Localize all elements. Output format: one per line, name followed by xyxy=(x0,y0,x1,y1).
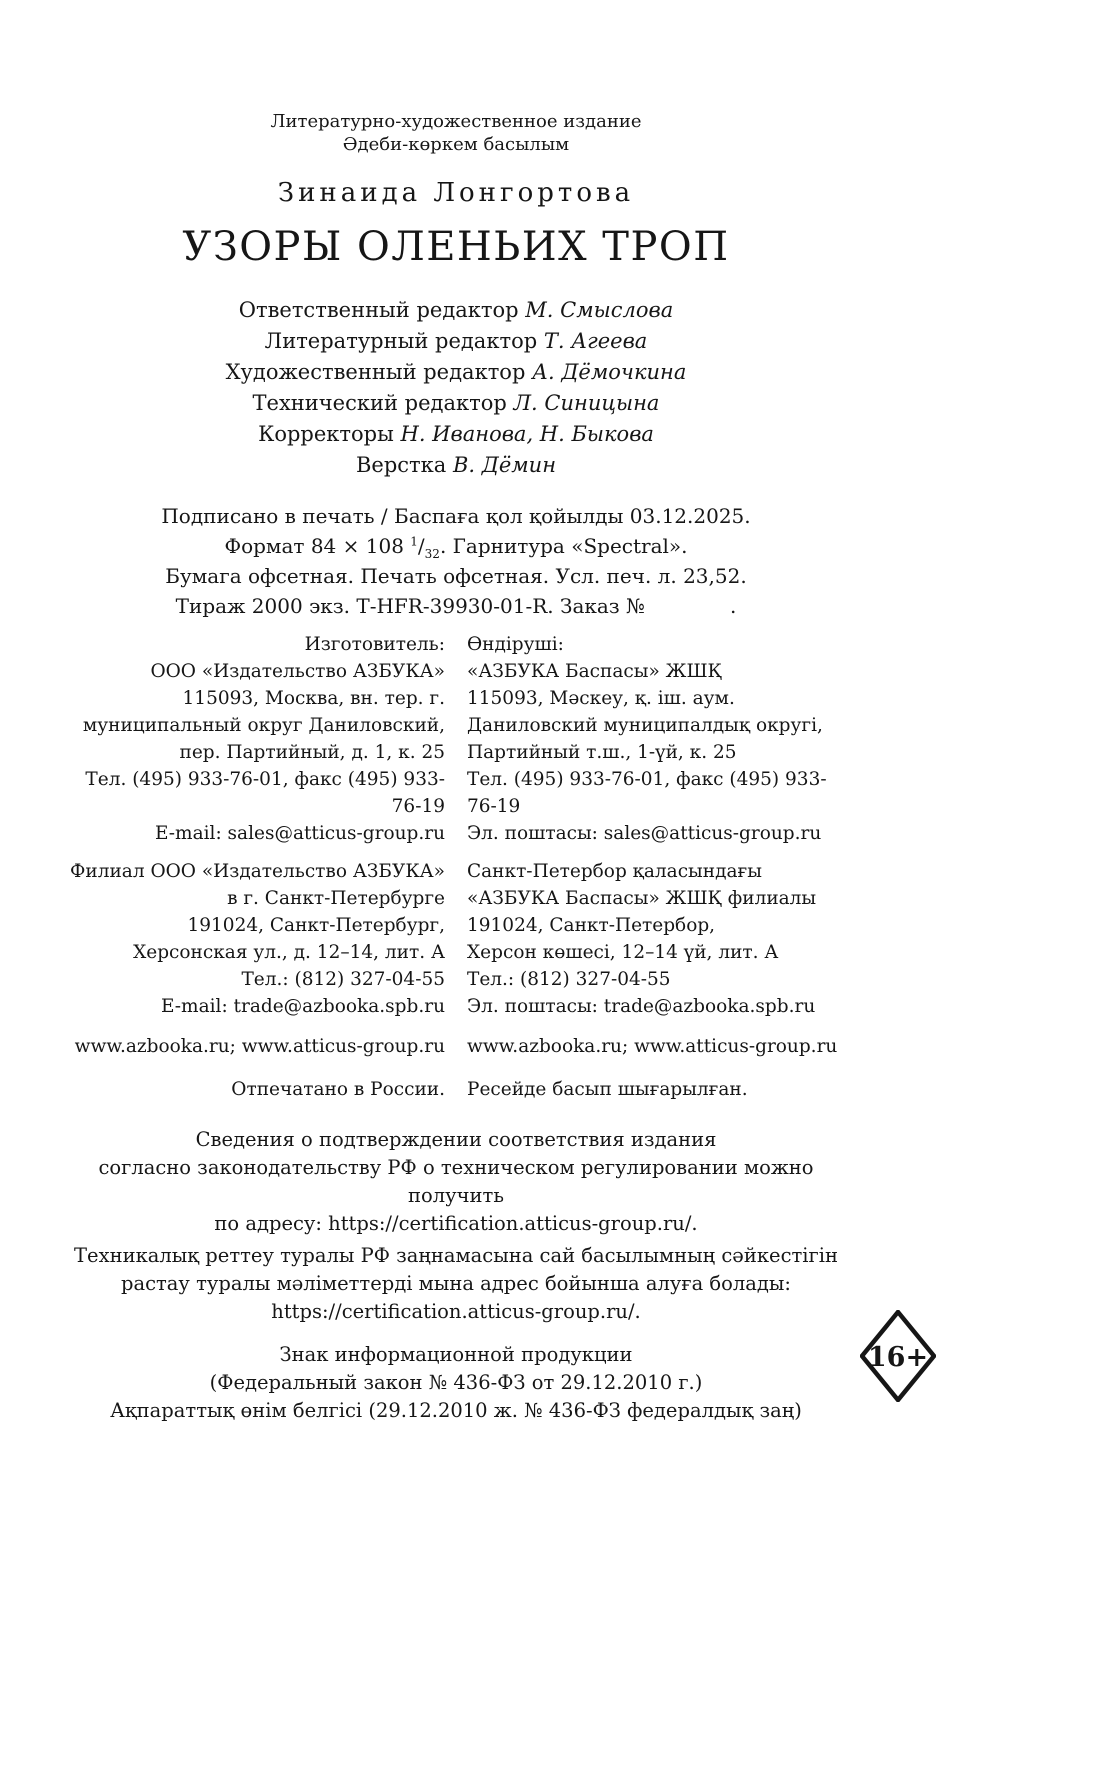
staff-line xyxy=(60,357,852,388)
address-line: 191024, Санкт-Петербор, xyxy=(467,915,716,936)
certification-ru-block xyxy=(60,1126,852,1238)
imprint-content xyxy=(60,110,852,1425)
column-kazakh xyxy=(467,631,852,1103)
format-frac-numerator: 1 xyxy=(410,534,418,549)
age-badge-label: 16+ xyxy=(867,1342,929,1373)
producer-ru-block xyxy=(60,631,445,847)
age-mark-line: (Федеральный закон № 436-ФЗ от 29.12.2010 г.) xyxy=(209,1371,703,1394)
address-line: E-mail: sales@atticus-group.ru xyxy=(154,823,445,844)
address-line: Херсон көшесі, 12–14 үй, лит. А xyxy=(467,942,779,963)
branch-ru-block xyxy=(60,858,445,1020)
edition-type-kz: Әдеби-көркем басылым xyxy=(342,134,570,155)
format-line xyxy=(60,531,852,561)
staff-role: Ответственный редактор xyxy=(238,298,519,322)
age-mark-line: Знак информационной продукции xyxy=(279,1343,633,1366)
address-line: Изготовитель: xyxy=(304,634,445,655)
age-diamond-icon xyxy=(860,1310,936,1402)
book-title: УЗОРЫ ОЛЕНЬИХ ТРОП xyxy=(182,224,730,270)
address-line: Партийный т.ш., 1-үй, к. 25 xyxy=(467,742,737,763)
certification-line: https://certification.atticus-group.ru/. xyxy=(271,1300,641,1323)
age-rating-badge xyxy=(860,1310,936,1402)
signed-line: Подписано в печать / Баспаға қол қойылды 03.12.2025. xyxy=(161,504,751,528)
age-mark-block xyxy=(60,1341,852,1425)
staff-name: Л. Синицына xyxy=(513,391,660,415)
certification-line: согласно законодательству РФ о техническом регулировании можно получить xyxy=(98,1156,814,1207)
address-line: Санкт-Петербор қаласындағы xyxy=(467,861,762,882)
staff-name: Т. Агеева xyxy=(543,329,648,353)
staff-line xyxy=(60,295,852,326)
staff-role: Технический редактор xyxy=(252,391,507,415)
address-line: пер. Партийный, д. 1, к. 25 xyxy=(179,742,445,763)
format-frac-slash: / xyxy=(417,534,425,558)
websites-kz: www.azbooka.ru; www.atticus-group.ru xyxy=(467,1036,838,1057)
certification-line: растау туралы мәліметтерді мына адрес бойынша алуға болады: xyxy=(120,1272,791,1295)
format-frac-denominator: 32 xyxy=(424,547,440,561)
age-mark-line: Ақпараттық өнім белгісі (29.12.2010 ж. № 436-ФЗ федералдық заң) xyxy=(110,1399,802,1422)
staff-role: Литературный редактор xyxy=(264,329,538,353)
address-line: ООО «Издательство АЗБУКА» xyxy=(150,661,445,682)
producer-kz-block xyxy=(467,631,852,847)
address-line: Тел. (495) 933-76-01, факс (495) 933-76-19 xyxy=(85,769,445,817)
paper-line: Бумага офсетная. Печать офсетная. Усл. печ. л. 23,52. xyxy=(165,564,747,588)
address-line: в г. Санкт-Петербурге xyxy=(227,888,445,909)
staff-name: В. Дёмин xyxy=(452,453,557,477)
order-line xyxy=(60,591,852,621)
order-text: Тираж 2000 экз. Т-HFR-39930-01-R. Заказ № xyxy=(175,594,645,618)
staff-line xyxy=(60,450,852,481)
format-suffix: . Гарнитура «Spectral». xyxy=(439,534,688,558)
websites-ru: www.azbooka.ru; www.atticus-group.ru xyxy=(74,1036,445,1057)
address-line: 115093, Москва, вн. тер. г. xyxy=(182,688,445,709)
address-line: Даниловский муниципалдық округі, xyxy=(467,715,823,736)
address-line: «АЗБУКА Баспасы» ЖШҚ филиалы xyxy=(467,888,817,909)
address-line: Тел.: (812) 327-04-55 xyxy=(241,969,445,990)
address-line: «АЗБУКА Баспасы» ЖШҚ xyxy=(467,661,722,682)
address-line: E-mail: trade@azbooka.spb.ru xyxy=(160,996,445,1017)
staff-list xyxy=(60,295,852,481)
certification-line: Техникалық реттеу туралы РФ заңнамасына сай басылымның сәйкестігін xyxy=(74,1244,838,1267)
certification-line: по адресу: https://certification.atticus-group.ru/. xyxy=(214,1212,698,1235)
staff-role: Корректоры xyxy=(258,422,394,446)
print-info-block xyxy=(60,501,852,621)
address-line: Эл. поштасы: sales@atticus-group.ru xyxy=(467,823,822,844)
staff-role: Верстка xyxy=(355,453,447,477)
certification-kz-block xyxy=(60,1242,852,1326)
address-line: Херсонская ул., д. 12–14, лит. А xyxy=(133,942,445,963)
staff-role: Художественный редактор xyxy=(225,360,526,384)
staff-line xyxy=(60,326,852,357)
staff-name: М. Смыслова xyxy=(525,298,674,322)
staff-line xyxy=(60,388,852,419)
address-line: Эл. поштасы: trade@azbooka.spb.ru xyxy=(467,996,816,1017)
author-name: Зинаида Лонгортова xyxy=(277,178,635,208)
address-line: муниципальный округ Даниловский, xyxy=(82,715,445,736)
order-dot: . xyxy=(729,594,737,618)
address-line: 191024, Санкт-Петербург, xyxy=(187,915,445,936)
address-line: Тел. (495) 933-76-01, факс (495) 933-76-19 xyxy=(467,769,827,817)
certification-line: Сведения о подтверждении соответствия издания xyxy=(195,1128,717,1151)
staff-name: Н. Иванова, Н. Быкова xyxy=(400,422,654,446)
printed-in-ru: Отпечатано в России. xyxy=(231,1079,445,1100)
format-prefix: Формат 84 × 108 xyxy=(224,534,411,558)
staff-line xyxy=(60,419,852,450)
address-line: Тел.: (812) 327-04-55 xyxy=(467,969,671,990)
edition-type-ru: Литературно-художественное издание xyxy=(270,111,642,132)
address-line: Филиал ООО «Издательство АЗБУКА» xyxy=(70,861,445,882)
address-line: Өндіруші: xyxy=(467,634,564,655)
column-russian xyxy=(60,631,445,1103)
printed-in-kz: Ресейде басып шығарылған. xyxy=(467,1079,748,1100)
staff-name: А. Дёмочкина xyxy=(532,360,687,384)
address-line: 115093, Мәскеу, қ. іш. аум. xyxy=(467,688,735,709)
edition-type-block xyxy=(60,110,852,156)
branch-kz-block xyxy=(467,858,852,1020)
publisher-columns xyxy=(60,631,852,1103)
